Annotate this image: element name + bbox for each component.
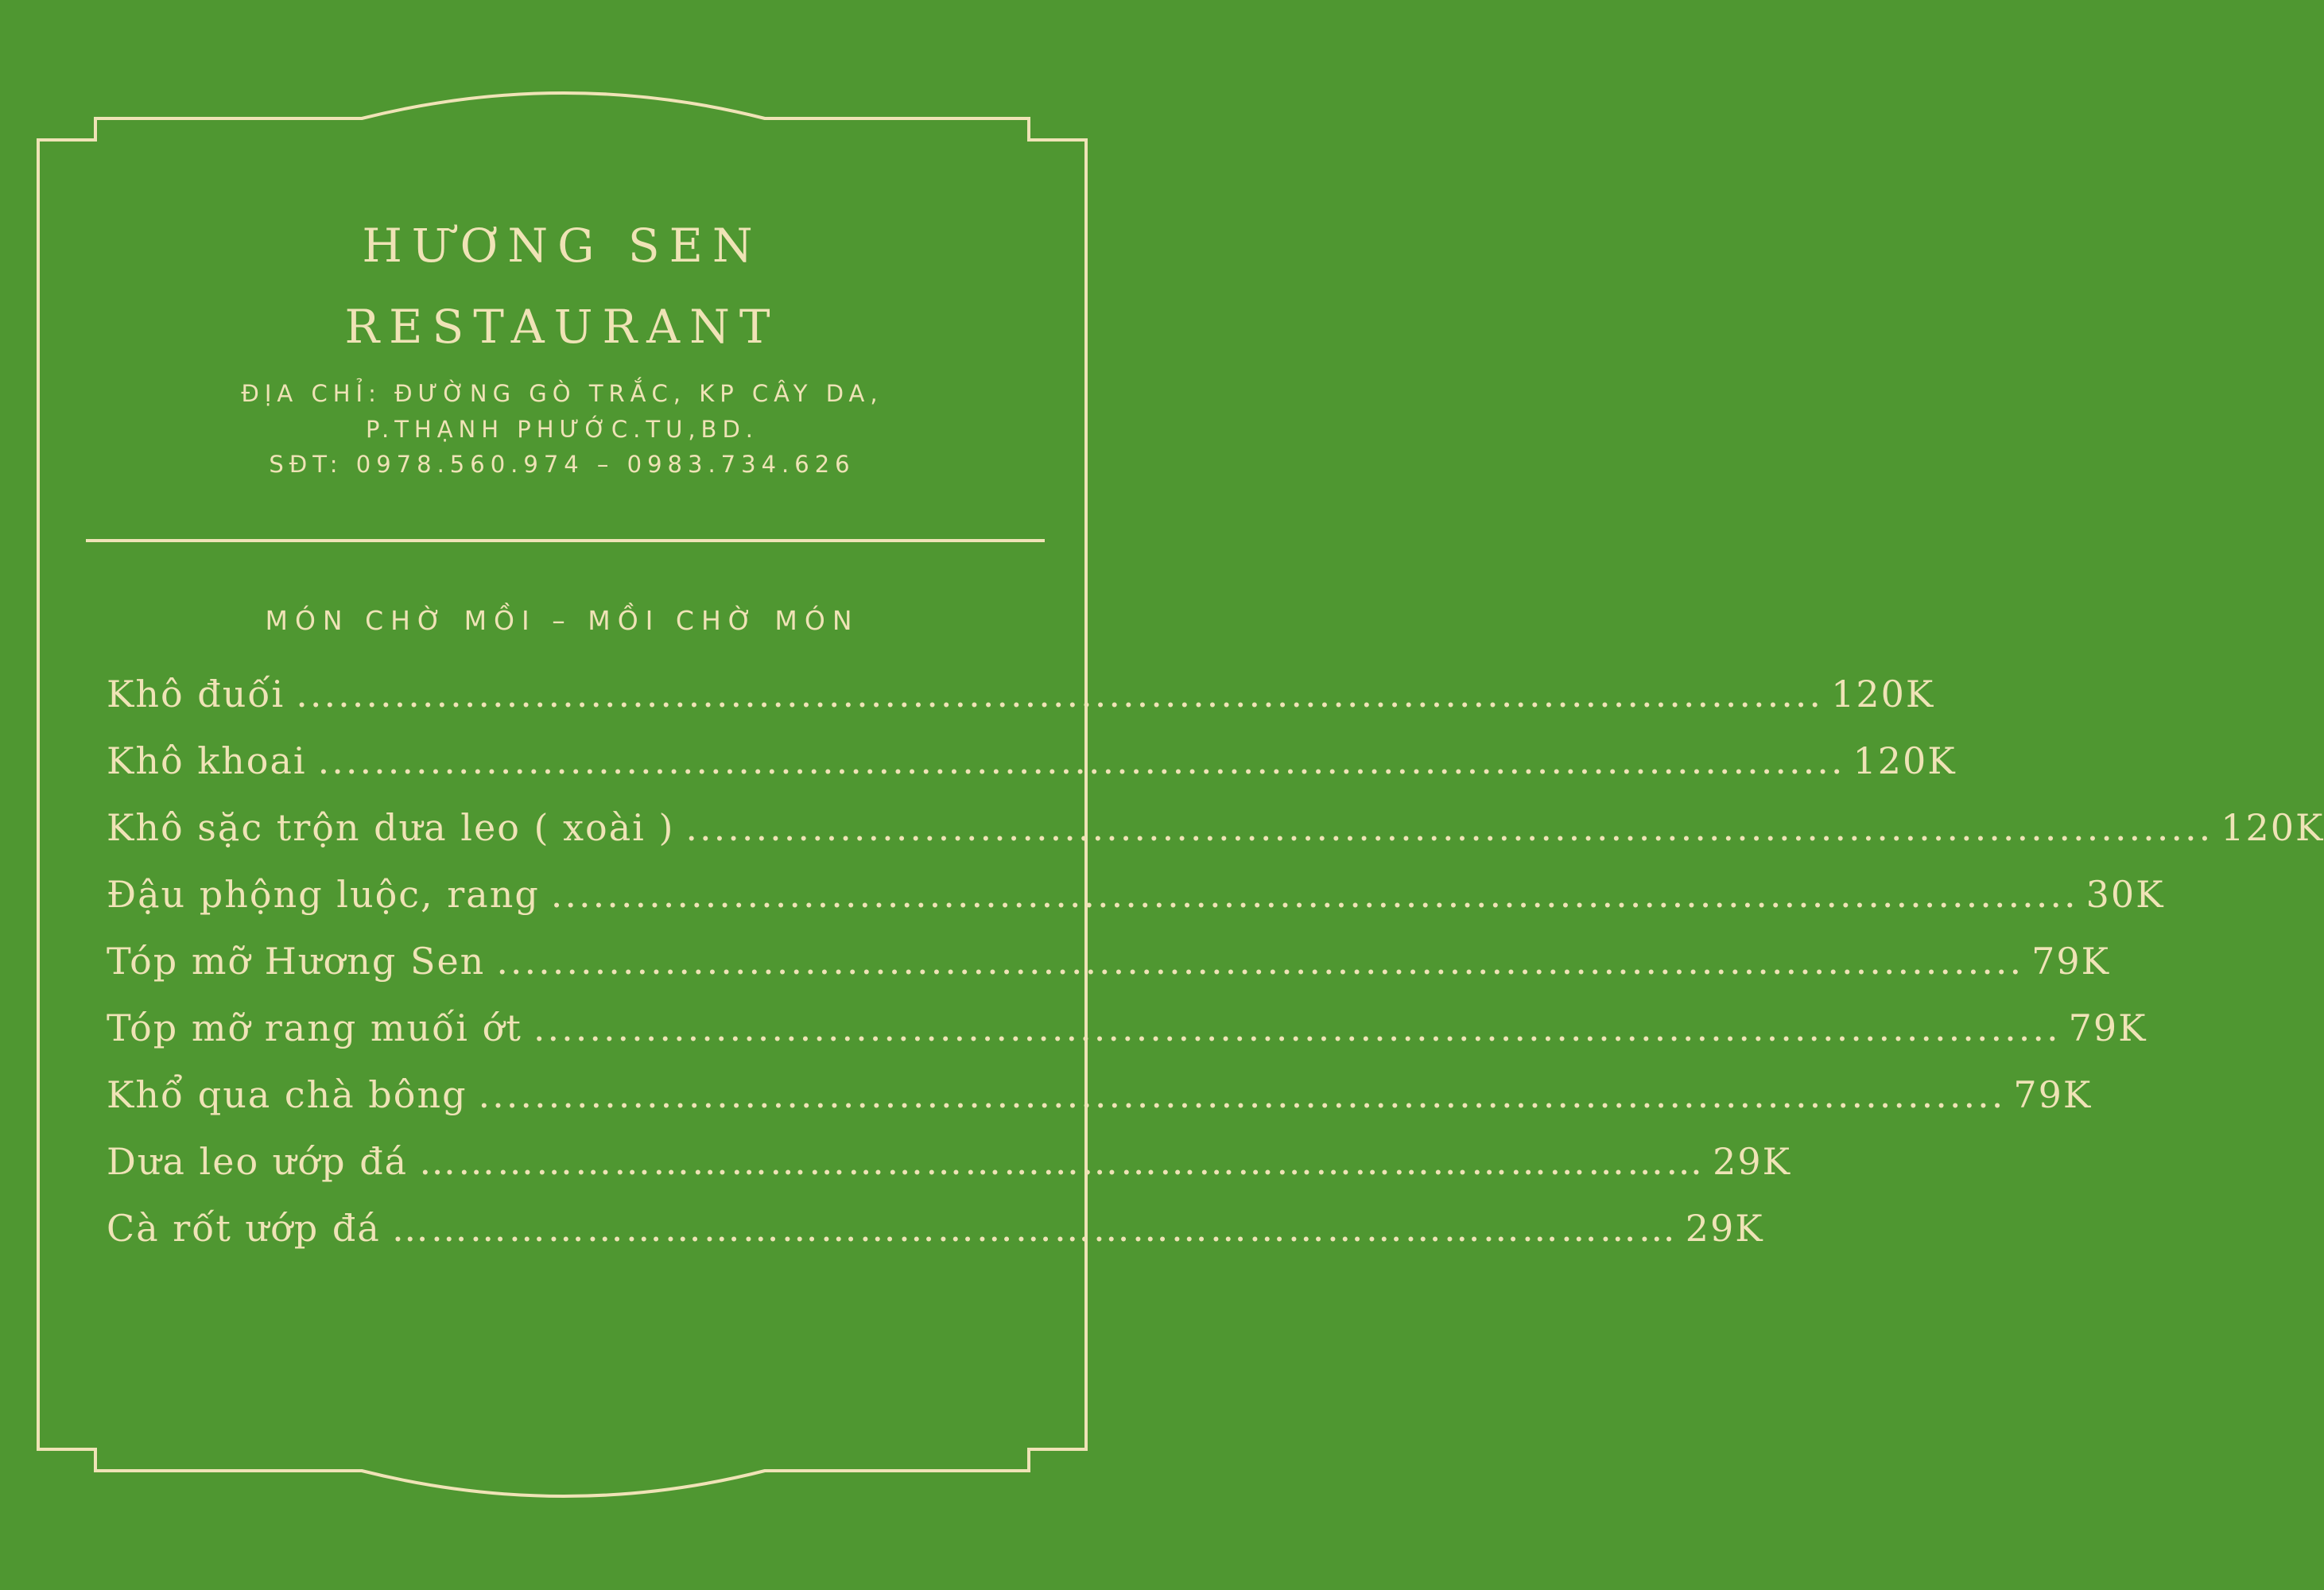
- menu-item: [107, 940, 2111, 1010]
- menu-item-name: Đậu phộng luộc, rang: [107, 873, 540, 916]
- menu-item: [107, 1006, 2147, 1076]
- address-line2: P.THẠNH PHƯỚC.TU,BD.: [366, 416, 759, 443]
- menu-item-price: 120K: [1853, 739, 1957, 782]
- menu-item-name: Khổ qua chà bông: [107, 1073, 468, 1116]
- menu-item: [107, 673, 1935, 743]
- menu-list: [107, 673, 2324, 1277]
- menu-section-title: MÓN CHỜ MỒI – MỒI CHỜ MÓN: [265, 605, 859, 636]
- menu-item-leader: .............................................................................................................: [685, 806, 2213, 849]
- phone-line: SĐT: 0978.560.974 – 0983.734.626: [269, 451, 855, 478]
- menu-item-name: Cà rốt ướp đá: [107, 1207, 381, 1250]
- menu-item-price: 79K: [2068, 1006, 2147, 1049]
- menu-item-name: Tóp mỡ rang muối ớt: [107, 1006, 522, 1049]
- menu-item-name: Khô khoai: [107, 739, 307, 782]
- menu-item-name: Khô đuối: [107, 673, 285, 716]
- menu-item-price: 29K: [1713, 1140, 1791, 1183]
- menu-item: [107, 1140, 1791, 1210]
- menu-item-leader: .............................................................................................................: [296, 673, 1824, 716]
- menu-item-price: 29K: [1685, 1207, 1764, 1250]
- menu-item: [107, 1207, 1764, 1277]
- restaurant-name-line1: HƯƠNG SEN: [362, 219, 762, 273]
- menu-item-leader: .............................................................................................................: [550, 873, 2078, 916]
- menu-item-leader: .............................................................................................................: [496, 940, 2024, 983]
- menu-item-price: 120K: [1831, 673, 1935, 716]
- menu-item: [107, 1073, 2093, 1143]
- menu-item-leader: ………………………………………………………………………………………: [391, 1207, 1678, 1250]
- menu-item: [107, 873, 2165, 943]
- menu-item-price: 120K: [2221, 806, 2324, 849]
- menu-item-leader: ………………………………………………………………………………………: [419, 1140, 1705, 1183]
- menu-item-name: Khô sặc trộn dưa leo ( xoài ): [107, 806, 675, 849]
- menu-item: [107, 806, 2324, 876]
- menu-item-price: 79K: [2013, 1073, 2093, 1116]
- divider: [86, 539, 1045, 542]
- menu-item-price: 30K: [2085, 873, 2165, 916]
- menu-item-name: Dưa leo ướp đá: [107, 1140, 409, 1183]
- menu-item-leader: .............................................................................................................: [533, 1006, 2061, 1049]
- menu-item-name: Tóp mỡ Hương Sen: [107, 940, 486, 983]
- menu-item-leader: .............................................................................................................: [478, 1073, 2006, 1116]
- menu-item-price: 79K: [2031, 940, 2111, 983]
- menu-item: [107, 739, 1957, 809]
- address-line1: ĐỊA CHỈ: ĐƯỜNG GÒ TRẮC, KP CÂY DA,: [241, 380, 883, 407]
- menu-item-leader: .............................................................................................................: [317, 739, 1845, 782]
- restaurant-name-line2: RESTAURANT: [344, 300, 780, 354]
